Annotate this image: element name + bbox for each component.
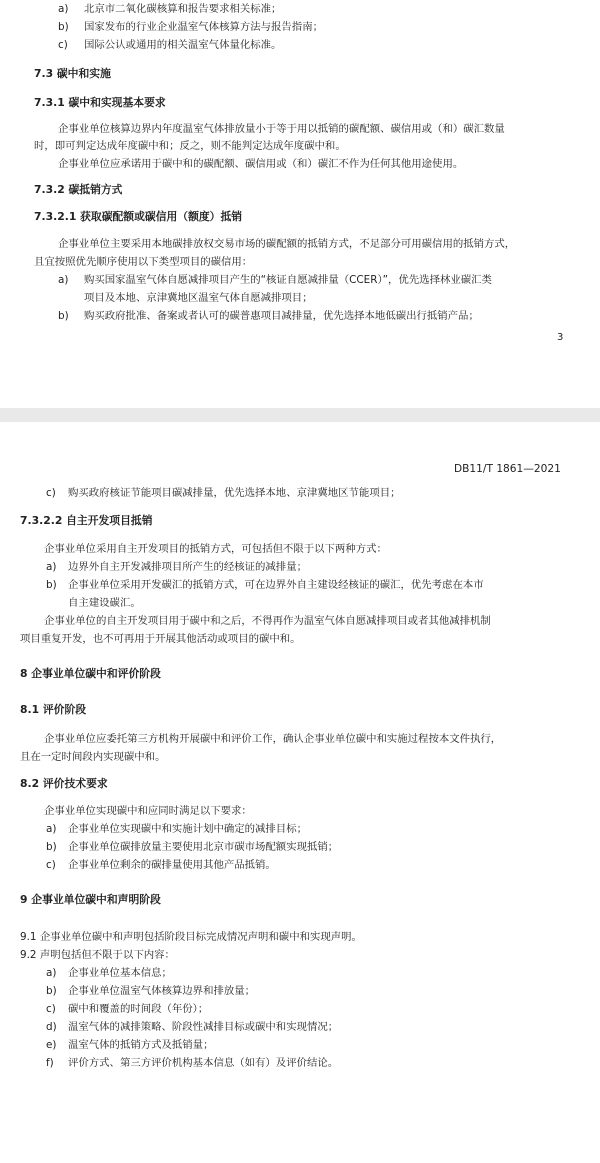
paragraph-line: 企事业单位应承诺用于碳中和的碳配额、碳信用或（和）碳汇不作为任何其他用途使用。 <box>58 158 464 170</box>
list-item: 评价方式、第三方评价机构基本信息（如有）及评价结论。 <box>68 1057 339 1069</box>
section-heading: 7.3.1 碳中和实现基本要求 <box>34 96 166 109</box>
list-item: 购买政府批准、备案或者认可的碳普惠项目减排量，优先选择本地低碳出行抵销产品； <box>84 310 479 322</box>
list-marker: e) <box>46 1039 57 1051</box>
paragraph-line: 且在一定时间段内实现碳中和。 <box>20 751 166 763</box>
page-number: 3 <box>557 332 564 343</box>
list-item: 北京市二氧化碳核算和报告要求相关标准； <box>84 3 282 15</box>
list-marker: a) <box>58 3 69 15</box>
paragraph-line: 且宜按照优先顺序使用以下类型项目的碳信用： <box>34 256 253 268</box>
list-item: 购买政府核证节能项目碳减排量，优先选择本地、京津冀地区节能项目； <box>68 487 401 499</box>
paragraph-line: 企事业单位的自主开发项目用于碳中和之后，不得再作为温室气体自愿减排项目或者其他减排机制 <box>44 615 491 627</box>
paragraph-line: 企事业单位主要采用本地碳排放权交易市场的碳配额的抵销方式，不足部分可用碳信用的抵销方式， <box>58 238 516 250</box>
section-heading: 7.3 碳中和实施 <box>34 67 111 80</box>
paragraph-line: 项目重复开发，也不可再用于开展其他活动或项目的碳中和。 <box>20 633 301 645</box>
list-item-continuation: 自主建设碳汇。 <box>68 597 141 609</box>
section-heading: 8.2 评价技术要求 <box>20 777 108 790</box>
list-item-continuation: 项目及本地、京津冀地区温室气体自愿减排项目； <box>84 292 313 304</box>
list-marker: f) <box>46 1057 54 1069</box>
list-marker: b) <box>46 841 57 853</box>
list-item: 企事业单位温室气体核算边界和排放量； <box>68 985 256 997</box>
paragraph-line: 时，即可判定达成年度碳中和；反之，则不能判定达成年度碳中和。 <box>34 140 346 152</box>
page-header: DB11/T 1861—2021 <box>454 463 561 475</box>
list-marker: c) <box>46 859 56 871</box>
list-marker: b) <box>46 985 57 997</box>
list-item: 国家发布的行业企业温室气体核算方法与报告指南； <box>84 21 323 33</box>
list-marker: c) <box>46 1003 56 1015</box>
section-heading: 7.3.2.1 获取碳配额或碳信用（额度）抵销 <box>34 210 243 223</box>
list-marker: b) <box>58 21 69 33</box>
list-item: 企事业单位实现碳中和实施计划中确定的减排目标； <box>68 823 307 835</box>
section-heading: 8 企事业单位碳中和评价阶段 <box>20 667 161 680</box>
list-item: 购买国家温室气体自愿减排项目产生的“核证自愿减排量（CCER）”，优先选择林业碳汇类 <box>84 274 492 286</box>
paragraph-line: 企事业单位核算边界内年度温室气体排放量小于等于用以抵销的碳配额、碳信用或（和）碳汇数量 <box>58 123 505 135</box>
list-marker: a) <box>46 823 57 835</box>
list-marker: c) <box>58 39 68 51</box>
list-item: 温室气体的抵销方式及抵销量； <box>68 1039 214 1051</box>
paragraph-line: 企事业单位采用自主开发项目的抵销方式，可包括但不限于以下两种方式： <box>44 543 387 555</box>
section-heading: 7.3.2.2 自主开发项目抵销 <box>20 514 153 527</box>
list-item: 国际公认或通用的相关温室气体量化标准。 <box>84 39 282 51</box>
list-marker: c) <box>46 487 56 499</box>
document-page-4 <box>0 422 600 1163</box>
list-item: 温室气体的减排策略、阶段性减排目标或碳中和实现情况； <box>68 1021 339 1033</box>
list-marker: a) <box>58 274 69 286</box>
list-marker: b) <box>58 310 69 322</box>
list-item: 企事业单位碳排放量主要使用北京市碳市场配额实现抵销； <box>68 841 339 853</box>
paragraph-line: 企事业单位应委托第三方机构开展碳中和评价工作，确认企事业单位碳中和实施过程按本文件执行， <box>44 733 502 745</box>
list-item: 碳中和覆盖的时间段（年份）； <box>68 1003 209 1015</box>
section-heading: 7.3.2 碳抵销方式 <box>34 183 123 196</box>
page-separator <box>0 408 600 422</box>
list-item: 企事业单位采用开发碳汇的抵销方式，可在边界外自主建设经核证的碳汇，优先考虑在本市 <box>68 579 484 591</box>
section-heading: 9 企事业单位碳中和声明阶段 <box>20 893 161 906</box>
document-page-3 <box>0 0 600 408</box>
paragraph-line: 企事业单位实现碳中和应同时满足以下要求： <box>44 805 252 817</box>
paragraph-line: 9.1 企事业单位碳中和声明包括阶段目标完成情况声明和碳中和实现声明。 <box>20 931 362 943</box>
list-item: 企事业单位基本信息； <box>68 967 172 979</box>
paragraph-line: 9.2 声明包括但不限于以下内容： <box>20 949 175 961</box>
list-item: 边界外自主开发减排项目所产生的经核证的减排量； <box>68 561 307 573</box>
list-marker: a) <box>46 967 57 979</box>
list-marker: b) <box>46 579 57 591</box>
section-heading: 8.1 评价阶段 <box>20 703 87 716</box>
list-marker: d) <box>46 1021 57 1033</box>
list-marker: a) <box>46 561 57 573</box>
list-item: 企事业单位剩余的碳排量使用其他产品抵销。 <box>68 859 276 871</box>
